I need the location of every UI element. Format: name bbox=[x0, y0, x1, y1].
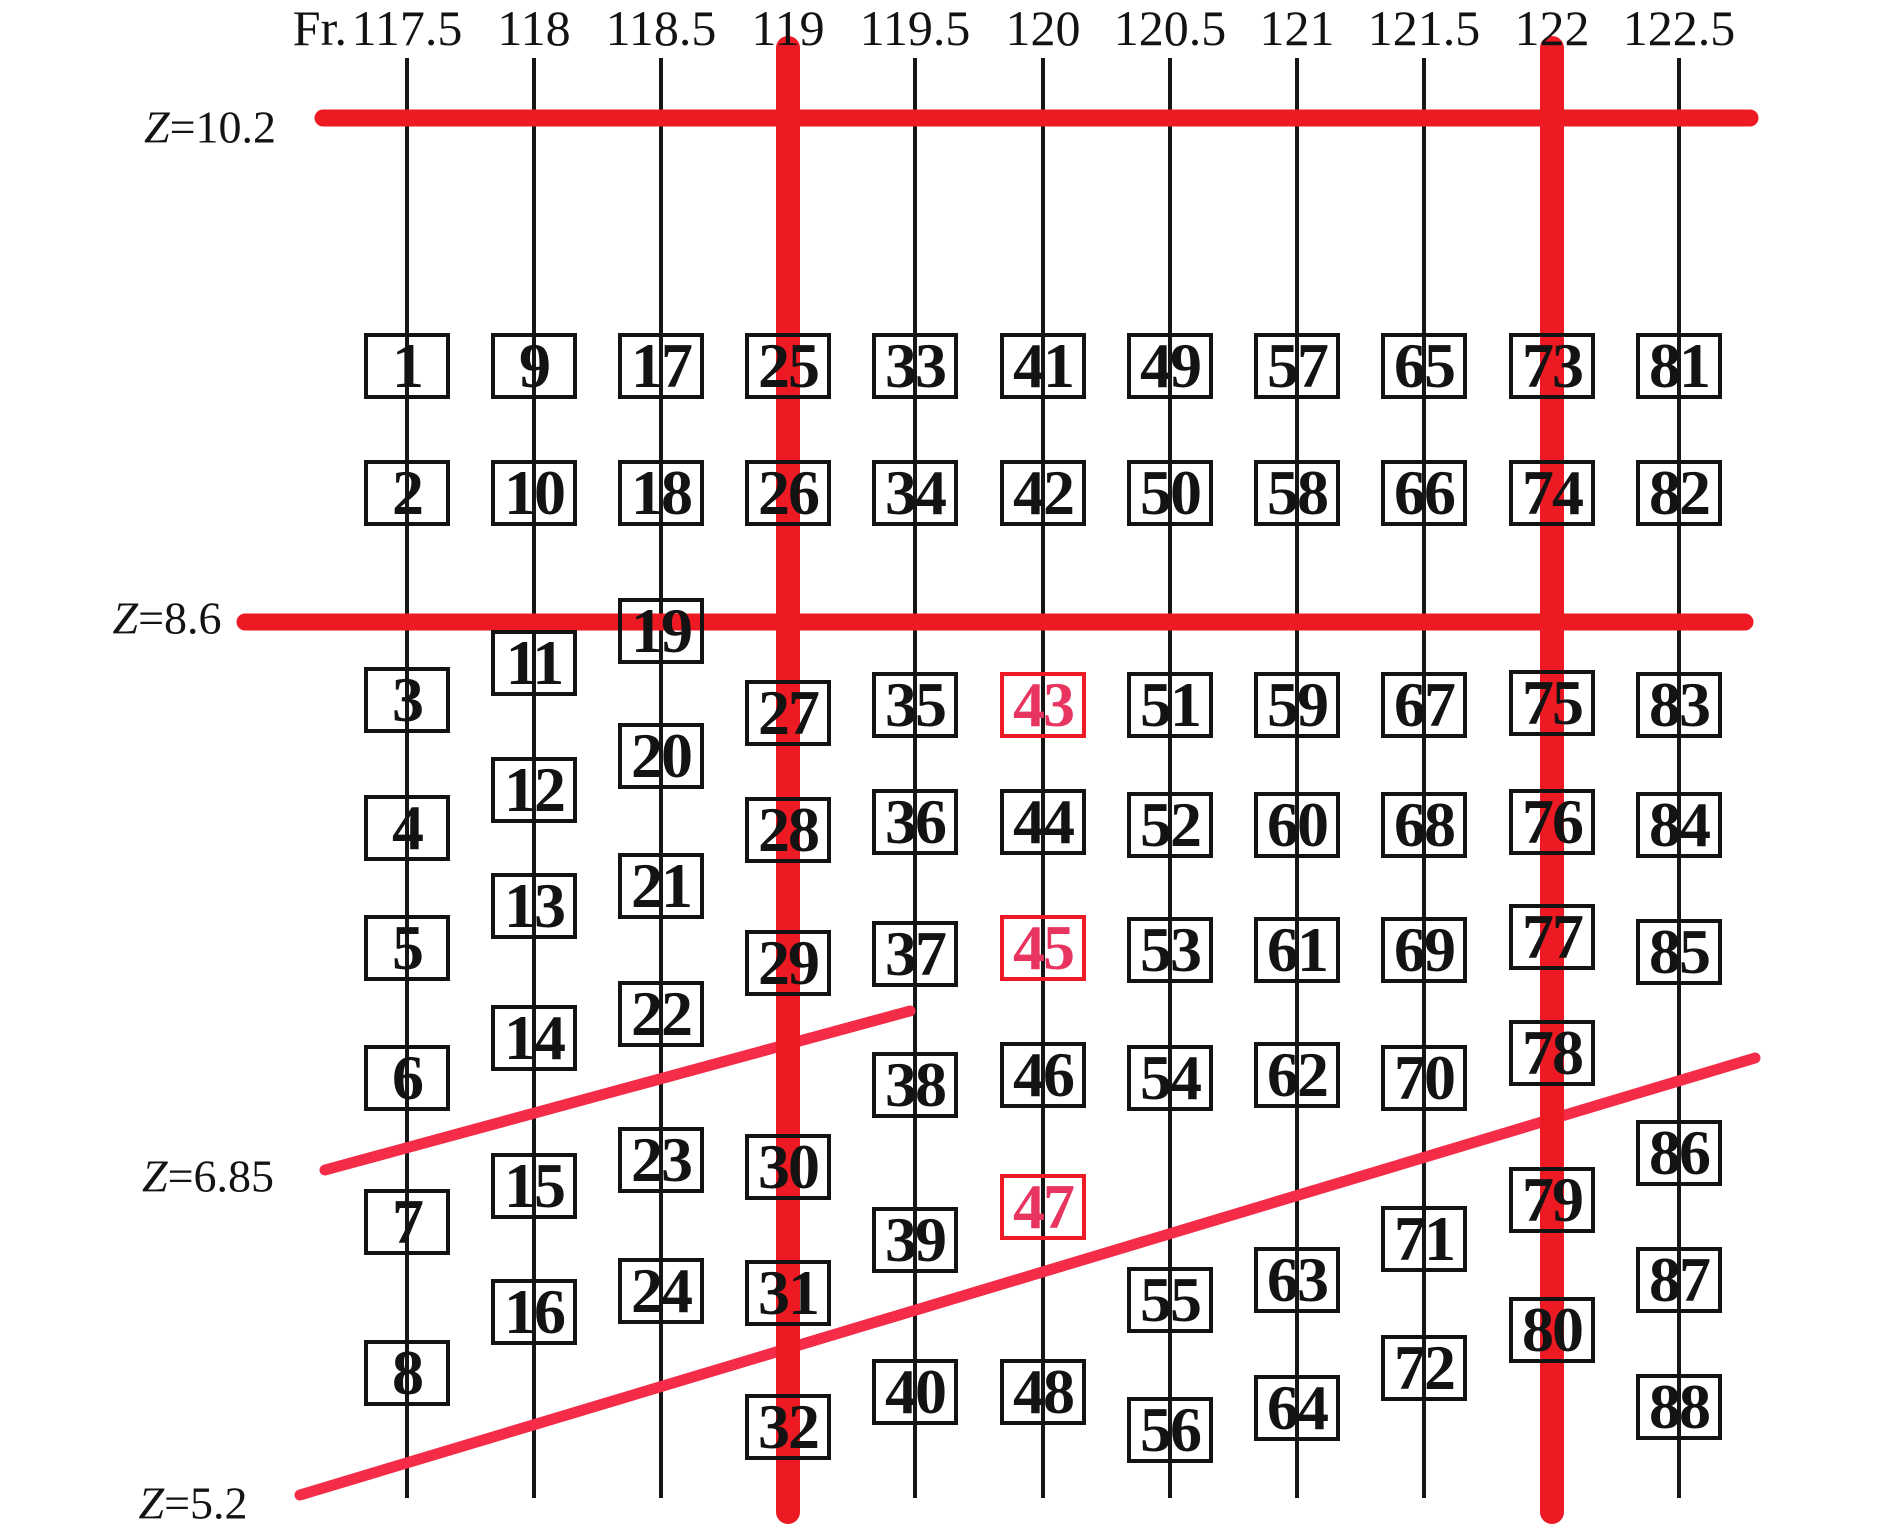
frame-box-52: 52 bbox=[1127, 792, 1213, 858]
frame-box-77: 77 bbox=[1509, 904, 1595, 970]
frame-box-11: 11 bbox=[491, 630, 577, 696]
frame-box-7: 7 bbox=[364, 1189, 450, 1255]
frame-box-20: 20 bbox=[618, 723, 704, 789]
frame-box-61: 61 bbox=[1254, 917, 1340, 983]
frame-box-68: 68 bbox=[1381, 792, 1467, 858]
frame-box-63: 63 bbox=[1254, 1247, 1340, 1313]
frame-box-28: 28 bbox=[745, 797, 831, 863]
frame-box-40: 40 bbox=[872, 1359, 958, 1425]
frame-box-19: 19 bbox=[618, 598, 704, 664]
frame-box-9: 9 bbox=[491, 333, 577, 399]
frame-box-24: 24 bbox=[618, 1258, 704, 1324]
frame-box-44: 44 bbox=[1000, 789, 1086, 855]
frame-box-46: 46 bbox=[1000, 1042, 1086, 1108]
frame-box-15: 15 bbox=[491, 1153, 577, 1219]
frame-box-27: 27 bbox=[745, 680, 831, 746]
frame-box-36: 36 bbox=[872, 789, 958, 855]
frame-box-41: 41 bbox=[1000, 333, 1086, 399]
frame-box-39: 39 bbox=[872, 1207, 958, 1273]
frame-box-84: 84 bbox=[1636, 792, 1722, 858]
frame-box-35: 35 bbox=[872, 672, 958, 738]
frame-box-17: 17 bbox=[618, 333, 704, 399]
z-level-label-5.2 bbox=[138, 1477, 247, 1530]
z-value: =5.2 bbox=[164, 1477, 248, 1529]
frame-box-29: 29 bbox=[745, 930, 831, 996]
frame-axis-label-121.5: 121.5 bbox=[1367, 0, 1481, 56]
frame-box-38: 38 bbox=[872, 1052, 958, 1118]
frame-box-66: 66 bbox=[1381, 460, 1467, 526]
frame-box-58: 58 bbox=[1254, 460, 1340, 526]
frame-box-55: 55 bbox=[1127, 1267, 1213, 1333]
z-variable: Z bbox=[143, 101, 170, 153]
frame-box-26: 26 bbox=[745, 460, 831, 526]
z-variable: Z bbox=[141, 1150, 168, 1202]
frame-axis-label-122: 122 bbox=[1514, 0, 1590, 56]
frame-box-78: 78 bbox=[1509, 1020, 1595, 1086]
frame-box-14: 14 bbox=[491, 1005, 577, 1071]
z-value: =8.6 bbox=[138, 592, 222, 644]
frame-box-59: 59 bbox=[1254, 672, 1340, 738]
z-level-label-10.2 bbox=[144, 101, 276, 154]
frame-box-65: 65 bbox=[1381, 333, 1467, 399]
frame-axis-label-118.5: 118.5 bbox=[605, 0, 717, 56]
frame-box-87: 87 bbox=[1636, 1247, 1722, 1313]
z-level-label-8.6 bbox=[112, 592, 221, 645]
frame-box-88: 88 bbox=[1636, 1374, 1722, 1440]
frame-box-57: 57 bbox=[1254, 333, 1340, 399]
z-variable: Z bbox=[138, 1477, 165, 1529]
frame-box-34: 34 bbox=[872, 460, 958, 526]
frame-box-42: 42 bbox=[1000, 460, 1086, 526]
frame-axis-prefix: Fr. bbox=[292, 0, 347, 56]
frame-box-12: 12 bbox=[491, 757, 577, 823]
frame-box-64: 64 bbox=[1254, 1375, 1340, 1441]
frame-box-37: 37 bbox=[872, 921, 958, 987]
frame-box-48: 48 bbox=[1000, 1359, 1086, 1425]
frame-box-69: 69 bbox=[1381, 917, 1467, 983]
z-level-label-6.85 bbox=[142, 1150, 274, 1203]
frame-box-47: 47 bbox=[1000, 1174, 1086, 1240]
frame-box-74: 74 bbox=[1509, 460, 1595, 526]
frame-box-70: 70 bbox=[1381, 1045, 1467, 1111]
frame-box-4: 4 bbox=[364, 795, 450, 861]
frame-box-6: 6 bbox=[364, 1045, 450, 1111]
frame-box-85: 85 bbox=[1636, 919, 1722, 985]
frame-axis-label-121: 121 bbox=[1259, 0, 1335, 56]
frame-box-30: 30 bbox=[745, 1134, 831, 1200]
frame-box-32: 32 bbox=[745, 1394, 831, 1460]
frame-box-83: 83 bbox=[1636, 672, 1722, 738]
frame-box-56: 56 bbox=[1127, 1397, 1213, 1463]
frame-axis-label-120: 120 bbox=[1005, 0, 1081, 56]
frame-box-33: 33 bbox=[872, 333, 958, 399]
frame-box-50: 50 bbox=[1127, 460, 1213, 526]
frame-box-73: 73 bbox=[1509, 333, 1595, 399]
frame-box-3: 3 bbox=[364, 667, 450, 733]
frame-axis-label-119.5: 119.5 bbox=[859, 0, 971, 56]
frame-box-45: 45 bbox=[1000, 915, 1086, 981]
z-value: =10.2 bbox=[169, 101, 277, 153]
frame-box-13: 13 bbox=[491, 873, 577, 939]
frame-box-5: 5 bbox=[364, 915, 450, 981]
frame-box-31: 31 bbox=[745, 1260, 831, 1326]
z-value: =6.85 bbox=[167, 1150, 275, 1202]
frame-box-10: 10 bbox=[491, 460, 577, 526]
frame-box-16: 16 bbox=[491, 1279, 577, 1345]
frame-box-80: 80 bbox=[1509, 1297, 1595, 1363]
frame-box-53: 53 bbox=[1127, 917, 1213, 983]
frame-box-62: 62 bbox=[1254, 1042, 1340, 1108]
frame-box-82: 82 bbox=[1636, 460, 1722, 526]
frame-box-67: 67 bbox=[1381, 672, 1467, 738]
frame-box-22: 22 bbox=[618, 981, 704, 1047]
frame-box-25: 25 bbox=[745, 333, 831, 399]
z-variable: Z bbox=[112, 592, 139, 644]
frame-box-1: 1 bbox=[364, 333, 450, 399]
frame-box-75: 75 bbox=[1509, 670, 1595, 736]
frame-box-18: 18 bbox=[618, 460, 704, 526]
frame-box-21: 21 bbox=[618, 853, 704, 919]
frame-box-60: 60 bbox=[1254, 792, 1340, 858]
frame-axis-label-120.5: 120.5 bbox=[1113, 0, 1227, 56]
frame-box-76: 76 bbox=[1509, 789, 1595, 855]
frame-axis-label-119: 119 bbox=[751, 0, 825, 56]
frame-box-71: 71 bbox=[1381, 1206, 1467, 1272]
frame-axis-label-117.5: 117.5 bbox=[351, 0, 463, 56]
frame-box-72: 72 bbox=[1381, 1335, 1467, 1401]
frame-box-79: 79 bbox=[1509, 1167, 1595, 1233]
frame-axis-label-118: 118 bbox=[497, 0, 571, 56]
frame-box-86: 86 bbox=[1636, 1120, 1722, 1186]
frame-box-81: 81 bbox=[1636, 333, 1722, 399]
frame-box-23: 23 bbox=[618, 1127, 704, 1193]
frame-axis-label-122.5: 122.5 bbox=[1622, 0, 1736, 56]
frame-box-2: 2 bbox=[364, 460, 450, 526]
frame-box-54: 54 bbox=[1127, 1045, 1213, 1111]
frame-box-43: 43 bbox=[1000, 672, 1086, 738]
frame-box-8: 8 bbox=[364, 1340, 450, 1406]
frame-box-51: 51 bbox=[1127, 672, 1213, 738]
frame-box-49: 49 bbox=[1127, 333, 1213, 399]
